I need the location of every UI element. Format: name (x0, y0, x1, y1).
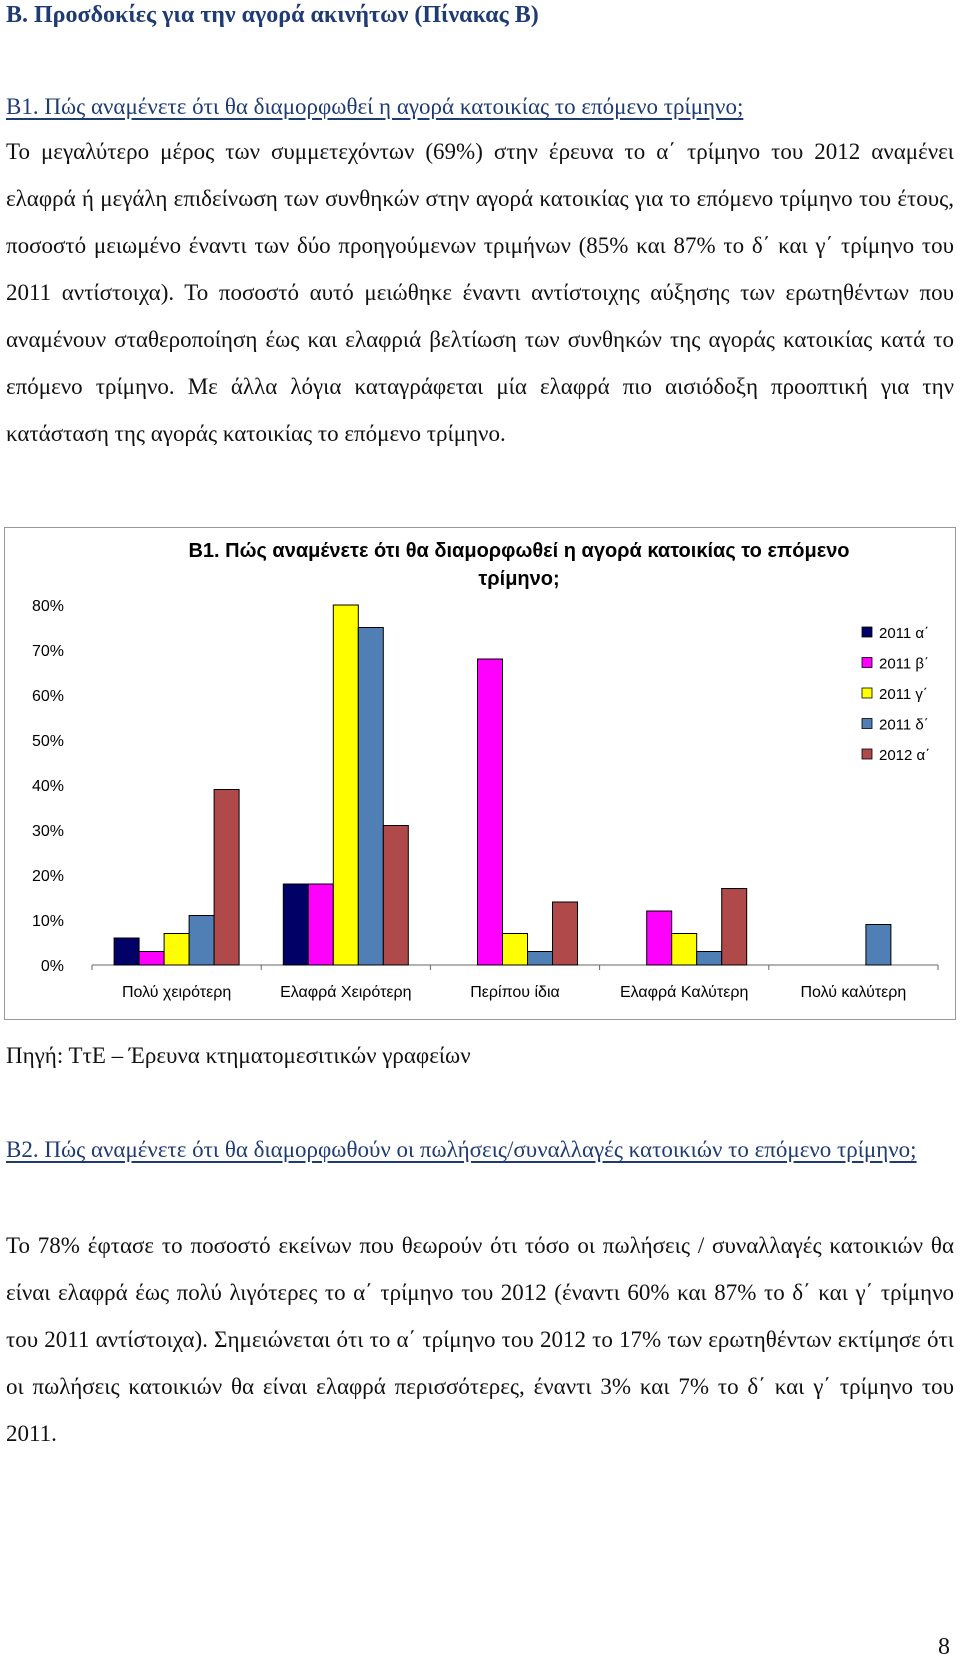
legend-label: 2011 β΄ (879, 655, 930, 673)
bar-chart (4, 527, 956, 1020)
legend-swatch (862, 688, 872, 698)
question-b1-paragraph: Το μεγαλύτερο μέρος των συμμετεχόντων (69%) στην έρευνα το α΄ τρίμηνο του 2012 αναμένει ελαφρά ή μεγάλη επιδείνωση των συνθηκών στην αγορά κατοικίας για το επόμενο τρίμηνο του έτους, ποσοστό μειωμένο έναντι των δύο προηγούμενων τριμήνων (85% και 87% το δ΄ και γ΄ τρίμηνο του 2011 αντίστοιχα). Το ποσοστό αυτό μειώθηκε έναντι αντίστοιχης αύξησης των ερωτηθέντων που αναμένουν σταθεροποίηση έως και ελαφριά βελτίωση των συνθηκών της αγοράς κατοικίας κατά το επόμενο τρίμηνο. Με άλλα λόγια καταγράφεται μία ελαφρά πιο αισιόδοξη προοπτική για την κατάσταση της αγοράς κατοικίας το επόμενο τρίμηνο. (6, 139, 954, 446)
bar (358, 628, 383, 966)
y-tick-label: 50% (31, 733, 64, 750)
y-tick-label: 30% (31, 823, 64, 840)
legend-label: 2011 δ΄ (879, 716, 929, 734)
legend-label: 2011 α΄ (879, 625, 930, 642)
section-heading: Β. Προσδοκίες για την αγορά ακινήτων (Πίνακας Β) (6, 2, 539, 28)
y-tick-label: 0% (40, 958, 64, 975)
bar (553, 902, 578, 965)
bar (503, 934, 528, 966)
question-b1-title: Β1. Πώς αναμένετε ότι θα διαμορφωθεί η αγορά κατοικίας το επόμενο τρίμηνο; (6, 94, 744, 119)
legend-label: 2012 α΄ (879, 747, 931, 764)
legend-swatch (862, 749, 872, 759)
bar (189, 916, 214, 966)
bar (697, 952, 722, 966)
source-note: Πηγή: ΤτΕ – Έρευνα κτηματομεσιτικών γραφείων (6, 1043, 471, 1068)
chart-svg (4, 527, 956, 1020)
chart-title-line2: τρίμηνο; (478, 568, 560, 590)
bar (164, 934, 189, 966)
bar (647, 911, 672, 965)
bar (722, 889, 747, 966)
question-b2-paragraph: Το 78% έφτασε το ποσοστό εκείνων που θεωρούν ότι τόσο οι πωλήσεις / συναλλαγές κατοικιών θα είναι ελαφρά έως πολύ λιγότερες το α΄ τρίμηνο του 2012 (έναντι 60% και 87% το δ΄ και γ΄ τρίμηνο του 2011 αντίστοιχα). Σημειώνεται ότι το α΄ τρίμηνο του 2012 το 17% των ερωτηθέντων εκτίμησε ότι οι πωλήσεις κατοικιών θα είναι ελαφρά περισσότερες, έναντι 3% και 7% το δ΄ και γ΄ τρίμηνο του 2011. (6, 1233, 954, 1446)
x-tick-label: Πολύ καλύτερη (800, 984, 907, 1001)
bar (672, 934, 697, 966)
x-tick-label: Ελαφρά Καλύτερη (619, 984, 749, 1001)
x-tick-label: Ελαφρά Χειρότερη (280, 984, 412, 1001)
bar (333, 605, 358, 965)
bar (478, 659, 503, 965)
legend-swatch (862, 719, 872, 729)
x-tick-label: Πολύ χειρότερη (121, 984, 232, 1001)
bar (383, 826, 408, 966)
bar (114, 938, 139, 965)
page-number: 8 (938, 1634, 950, 1660)
chart-title-line1: Β1. Πώς αναμένετε ότι θα διαμορφωθεί η αγορά κατοικίας το επόμενο (188, 540, 850, 562)
x-tick-label: Περίπου ίδια (470, 984, 560, 1001)
legend-swatch (862, 658, 872, 668)
bar (139, 952, 164, 966)
bar (528, 952, 553, 966)
question-b2-title: Β2. Πώς αναμένετε ότι θα διαμορφωθούν οι πωλήσεις/συναλλαγές κατοικιών το επόμενο τρίμηνο; (6, 1137, 917, 1162)
bar (283, 884, 308, 965)
bar (308, 884, 333, 965)
legend-label: 2011 γ΄ (879, 686, 928, 703)
bar (214, 790, 239, 966)
legend-swatch (862, 627, 872, 637)
y-tick-label: 10% (31, 913, 64, 930)
y-tick-label: 80% (31, 598, 64, 615)
y-tick-label: 20% (31, 868, 64, 885)
y-tick-label: 70% (31, 643, 64, 660)
bar (866, 925, 891, 966)
y-tick-label: 40% (31, 778, 64, 795)
y-tick-label: 60% (31, 688, 64, 705)
